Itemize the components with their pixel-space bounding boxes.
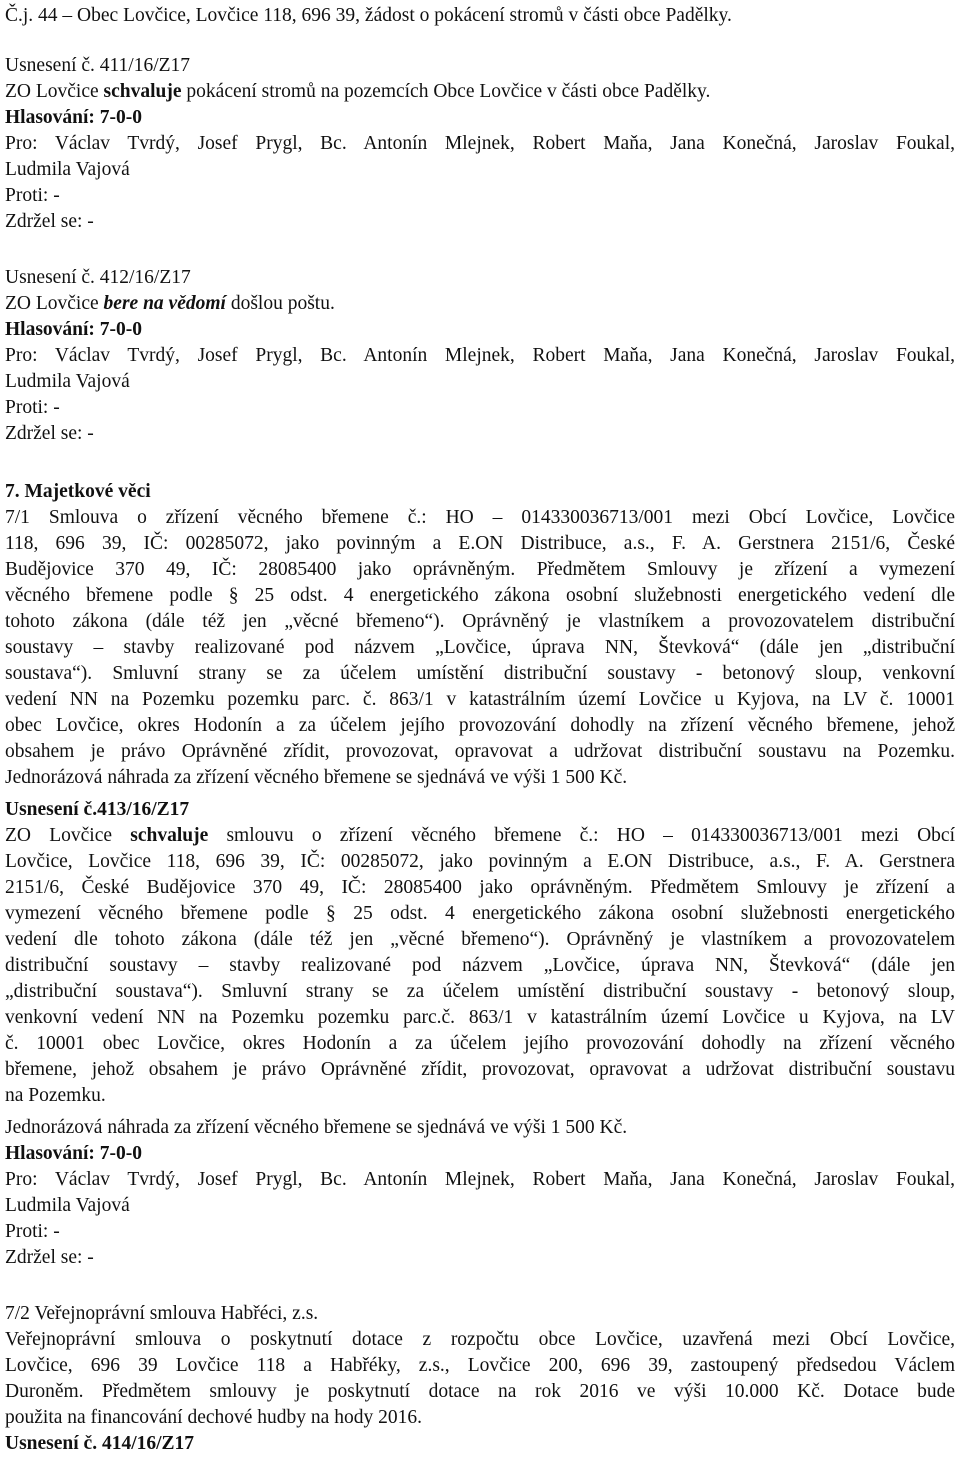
resolution-412-pro-cont: Ludmila Vajová [5, 371, 130, 392]
section-7-1-line: vedení NN na Pozemku pozemku parc. č. 863/1 v katastrálním území Lovčice u Kyjova, na LV č. 10001 [5, 689, 955, 710]
resolution-413-pro: Pro: Václav Tvrdý, Josef Prygl, Bc. Antonín Mlejnek, Robert Maňa, Jana Konečná, Jaroslav Foukal, [5, 1169, 955, 1190]
resolution-412-text: ZO Lovčice bere na vědomí došlou poštu. [5, 293, 335, 314]
section-7-2-line: Duroněm. Předmětem smlouvy je poskytnutí dotace na rok 2016 ve výši 10.000 Kč. Dotace bude [5, 1381, 955, 1402]
section-7-heading: 7. Majetkové věci [5, 481, 151, 502]
resolution-411-text: ZO Lovčice schvaluje pokácení stromů na pozemcích Obce Lovčice v části obce Padělky. [5, 81, 711, 102]
resolution-411-pro-cont: Ludmila Vajová [5, 159, 130, 180]
resolution-411-vote: Hlasování: 7-0-0 [5, 107, 143, 128]
resolution-413-line: distribuční soustavy – stavby realizované pod názvem „Lovčice, úprava NN, Števková“ (dále jen [5, 955, 955, 976]
section-7-1-line: obec Lovčice, okres Hodonín a za účelem jejího provozování dohodly na zřízení věcného břemene, jehož [5, 715, 955, 736]
section-7-1-line: obsahem je právo Oprávněné zřídit, provozovat, opravovat a udržovat distribuční soustavu na Pozemku. [5, 741, 955, 762]
resolution-413-heading: Usnesení č.413/16/Z17 [5, 799, 190, 820]
resolution-413-line: „distribuční soustava“). Smluvní strany se za účelem umístění distribuční soustavy - betonový sloup, [5, 981, 955, 1002]
section-7-1-line: soustavy – stavby realizované pod názvem „Lovčice, úprava NN, Števková“ (dále jen „distribuční [5, 637, 955, 658]
section-7-2-heading: 7/2 Veřejnoprávní smlouva Habřéci, z.s. [5, 1303, 319, 1324]
resolution-413-payment: Jednorázová náhrada za zřízení věcného břemene se sjednává ve výši 1 500 Kč. [5, 1117, 628, 1138]
section-7-1-line: věcného břemene podle § 25 odst. 4 energetického zákona osobní služebnosti energetického vedení dle [5, 585, 955, 606]
resolution-413-pro-cont: Ludmila Vajová [5, 1195, 130, 1216]
section-7-1-line: Budějovice 370 49, IČ: 28085400 jako oprávněným. Předmětem Smlouvy je zřízení a vymezení [5, 559, 955, 580]
section-7-1-line: Jednorázová náhrada za zřízení věcného břemene se sjednává ve výši 1 500 Kč. [5, 767, 628, 788]
resolution-413-text: ZO Lovčice schvaluje smlouvu o zřízení věcného břemene č.: HO – 014330036713/001 mezi Obcí [5, 825, 955, 846]
section-7-1-line: 118, 696 39, IČ: 00285072, jako povinným a E.ON Distribuce, a.s., F. A. Gerstnera 2151/6, České [5, 533, 955, 554]
resolution-413-vote: Hlasování: 7-0-0 [5, 1143, 143, 1164]
section-7-2-line: použita na financování dechové hudby na hody 2016. [5, 1407, 422, 1428]
resolution-413-proti: Proti: - [5, 1221, 60, 1242]
agenda-item-44: Č.j. 44 – Obec Lovčice, Lovčice 118, 696 39, žádost o pokácení stromů v části obce Padělky. [5, 5, 732, 26]
section-7-2-line: Lovčice, 696 39 Lovčice 118 a Habřéky, z.s., Lovčice 200, 696 39, zastoupený předsedou Václem [5, 1355, 955, 1376]
resolution-413-line: vymezení věcného břemene podle § 25 odst. 4 energetického zákona osobní služebnosti energetického [5, 903, 955, 924]
resolution-413-line: venkovní vedení NN na Pozemku pozemku parc.č. 863/1 v katastrálním území Lovčice u Kyjova, na LV [5, 1007, 955, 1028]
resolution-412-pro: Pro: Václav Tvrdý, Josef Prygl, Bc. Antonín Mlejnek, Robert Maňa, Jana Konečná, Jaroslav Foukal, [5, 345, 955, 366]
resolution-414-heading: Usnesení č. 414/16/Z17 [5, 1433, 195, 1454]
resolution-413-line: vedení dle tohoto zákona (dále též jen „věcné břemeno“). Oprávněný je vlastníkem a provozovatelem [5, 929, 955, 950]
section-7-1-line: tohoto zákona (dále též jen „věcné břemeno“). Oprávněný je vlastníkem a provozovatelem distribuční [5, 611, 955, 632]
section-7-1-line: 7/1 Smlouva o zřízení věcného břemene č.: HO – 014330036713/001 mezi Obcí Lovčice, Lovčice [5, 507, 955, 528]
resolution-411-heading: Usnesení č. 411/16/Z17 [5, 55, 191, 76]
section-7-1-line: soustava“). Smluvní strany se za účelem umístění distribuční soustavy - betonový sloup, venkovní [5, 663, 955, 684]
resolution-412-heading: Usnesení č. 412/16/Z17 [5, 267, 191, 288]
resolution-412-proti: Proti: - [5, 397, 60, 418]
resolution-412-zdrzel: Zdržel se: - [5, 423, 94, 444]
resolution-413-line: 2151/6, České Budějovice 370 49, IČ: 28085400 jako oprávněným. Předmětem Smlouvy je zřízení a [5, 877, 955, 898]
section-7-2-line: Veřejnoprávní smlouva o poskytnutí dotace z rozpočtu obce Lovčice, uzavřená mezi Obcí Lovčice, [5, 1329, 955, 1350]
resolution-412-vote: Hlasování: 7-0-0 [5, 319, 143, 340]
resolution-413-line: Lovčice, Lovčice 118, 696 39, IČ: 00285072, jako povinným a E.ON Distribuce, a.s., F. A. Gerstnera [5, 851, 955, 872]
resolution-413-line: břemene, jehož obsahem je právo Oprávněné zřídit, provozovat, opravovat a udržovat distribuční soustavu [5, 1059, 955, 1080]
resolution-413-line: č. 10001 obec Lovčice, okres Hodonín a za účelem jejího provozování dohodly na zřízení věcného [5, 1033, 955, 1054]
resolution-411-zdrzel: Zdržel se: - [5, 211, 94, 232]
resolution-413-line: na Pozemku. [5, 1085, 106, 1106]
resolution-411-proti: Proti: - [5, 185, 60, 206]
resolution-411-pro: Pro: Václav Tvrdý, Josef Prygl, Bc. Antonín Mlejnek, Robert Maňa, Jana Konečná, Jaroslav Foukal, [5, 133, 955, 154]
resolution-413-zdrzel: Zdržel se: - [5, 1247, 94, 1268]
